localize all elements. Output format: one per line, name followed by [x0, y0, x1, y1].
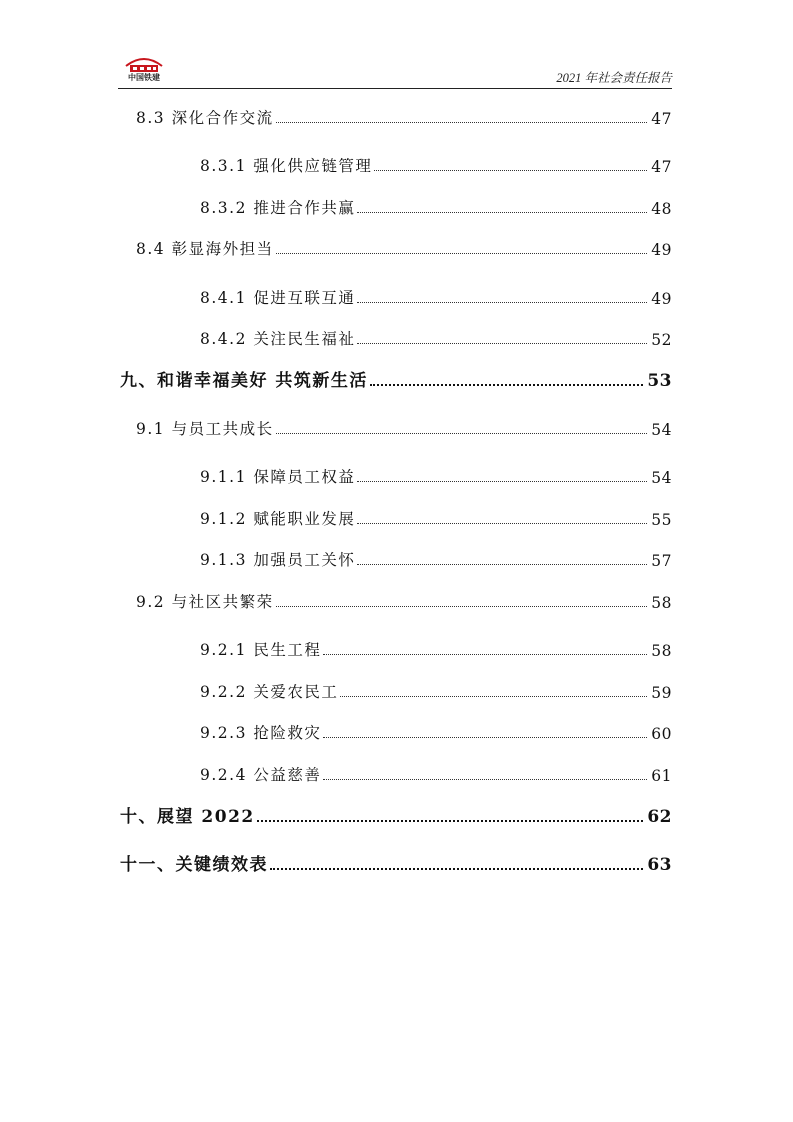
toc-number: 9.1.3 — [200, 551, 247, 569]
toc-title: 关键绩效表 — [175, 855, 268, 875]
toc-title: 民生工程 — [253, 641, 322, 659]
toc-entry[interactable] — [200, 325, 672, 349]
toc-number: 9.1 — [136, 420, 166, 438]
dot-leader — [276, 433, 648, 434]
toc-entry[interactable] — [136, 104, 672, 128]
toc-entry[interactable] — [200, 546, 672, 570]
toc-title: 公益慈善 — [253, 766, 322, 784]
dot-leader — [357, 212, 647, 213]
toc-title: 促进互联互通 — [253, 289, 356, 307]
toc-entry[interactable] — [200, 719, 672, 743]
dot-leader — [323, 737, 647, 738]
dot-leader — [357, 564, 647, 565]
toc-number: 8.4.1 — [200, 289, 247, 307]
toc-number: 8.3 — [136, 109, 166, 127]
toc-entry[interactable] — [200, 761, 672, 785]
toc-number: 9.2.4 — [200, 766, 247, 784]
toc-title: 与社区共繁荣 — [171, 593, 274, 611]
toc-page-number: 62 — [647, 807, 672, 827]
toc-entry[interactable] — [200, 194, 672, 218]
toc-number: 9.1.2 — [200, 510, 247, 528]
toc-entry[interactable] — [200, 152, 672, 176]
toc-number: 九、 — [120, 371, 157, 391]
dot-leader — [357, 343, 647, 344]
dot-leader — [276, 606, 648, 607]
toc-title: 深化合作交流 — [171, 109, 274, 127]
toc-page-number: 55 — [651, 511, 672, 529]
toc-title: 强化供应链管理 — [253, 157, 373, 175]
toc-title: 展望 2022 — [157, 807, 255, 827]
dot-leader — [357, 302, 647, 303]
toc-page-number: 58 — [651, 642, 672, 660]
toc-number: 8.3.1 — [200, 157, 247, 175]
toc-page-number: 47 — [651, 110, 672, 128]
report-title: 2021 年社会责任报告 — [556, 71, 672, 85]
toc-page-number: 52 — [651, 331, 672, 349]
toc-number: 8.3.2 — [200, 199, 247, 217]
toc-title: 彰显海外担当 — [171, 240, 274, 258]
dot-leader — [340, 696, 647, 697]
toc-title: 与员工共成长 — [171, 420, 274, 438]
toc-page-number: 53 — [647, 371, 672, 391]
toc-title: 关爱农民工 — [253, 683, 339, 701]
toc-number: 8.4.2 — [200, 330, 247, 348]
toc-title: 和谐幸福美好 共筑新生活 — [157, 371, 368, 391]
toc-title: 赋能职业发展 — [253, 510, 356, 528]
toc-page-number: 59 — [651, 684, 672, 702]
toc-number: 9.2 — [136, 593, 166, 611]
dot-leader — [323, 654, 647, 655]
dot-leader — [270, 868, 643, 870]
toc-number: 9.2.2 — [200, 683, 247, 701]
dot-leader — [276, 253, 648, 254]
toc-page-number: 61 — [651, 767, 672, 785]
toc-entry[interactable] — [200, 678, 672, 702]
toc-number: 十、 — [120, 807, 157, 827]
toc-title: 推进合作共赢 — [253, 199, 356, 217]
toc-page-number: 60 — [651, 725, 672, 743]
toc-title: 关注民生福祉 — [253, 330, 356, 348]
dot-leader — [257, 820, 644, 822]
toc-entry[interactable] — [200, 284, 672, 308]
toc-title: 保障员工权益 — [253, 468, 356, 486]
toc-chapter-entry[interactable] — [120, 803, 672, 827]
toc-entry[interactable] — [200, 463, 672, 487]
logo-text: 中国铁建 — [128, 73, 160, 82]
toc-page-number: 49 — [651, 241, 672, 259]
toc-number: 9.2.1 — [200, 641, 247, 659]
toc-entry[interactable] — [200, 636, 672, 660]
toc-chapter-entry[interactable] — [120, 851, 672, 875]
toc-page-number: 47 — [651, 158, 672, 176]
toc-title: 加强员工关怀 — [253, 551, 356, 569]
toc-entry[interactable] — [136, 588, 672, 612]
dot-leader — [276, 122, 648, 123]
toc-number: 十一、 — [120, 855, 176, 875]
toc-page-number: 63 — [647, 855, 672, 875]
toc-number: 8.4 — [136, 240, 166, 258]
toc-entry[interactable] — [200, 505, 672, 529]
toc-entry[interactable] — [136, 235, 672, 259]
toc-chapter-entry[interactable] — [120, 367, 672, 391]
toc-page-number: 49 — [651, 290, 672, 308]
dot-leader — [374, 170, 647, 171]
toc-title: 抢险救灾 — [253, 724, 322, 742]
toc-page-number: 54 — [651, 469, 672, 487]
toc-page-number: 58 — [651, 594, 672, 612]
toc-number: 9.2.3 — [200, 724, 247, 742]
toc-page-number: 48 — [651, 200, 672, 218]
toc-page-number: 54 — [651, 421, 672, 439]
dot-leader — [323, 779, 647, 780]
toc-entry[interactable] — [136, 415, 672, 439]
dot-leader — [357, 481, 647, 482]
toc-number: 9.1.1 — [200, 468, 247, 486]
dot-leader — [370, 384, 643, 386]
dot-leader — [357, 523, 647, 524]
toc-page-number: 57 — [651, 552, 672, 570]
page-header — [118, 52, 672, 89]
